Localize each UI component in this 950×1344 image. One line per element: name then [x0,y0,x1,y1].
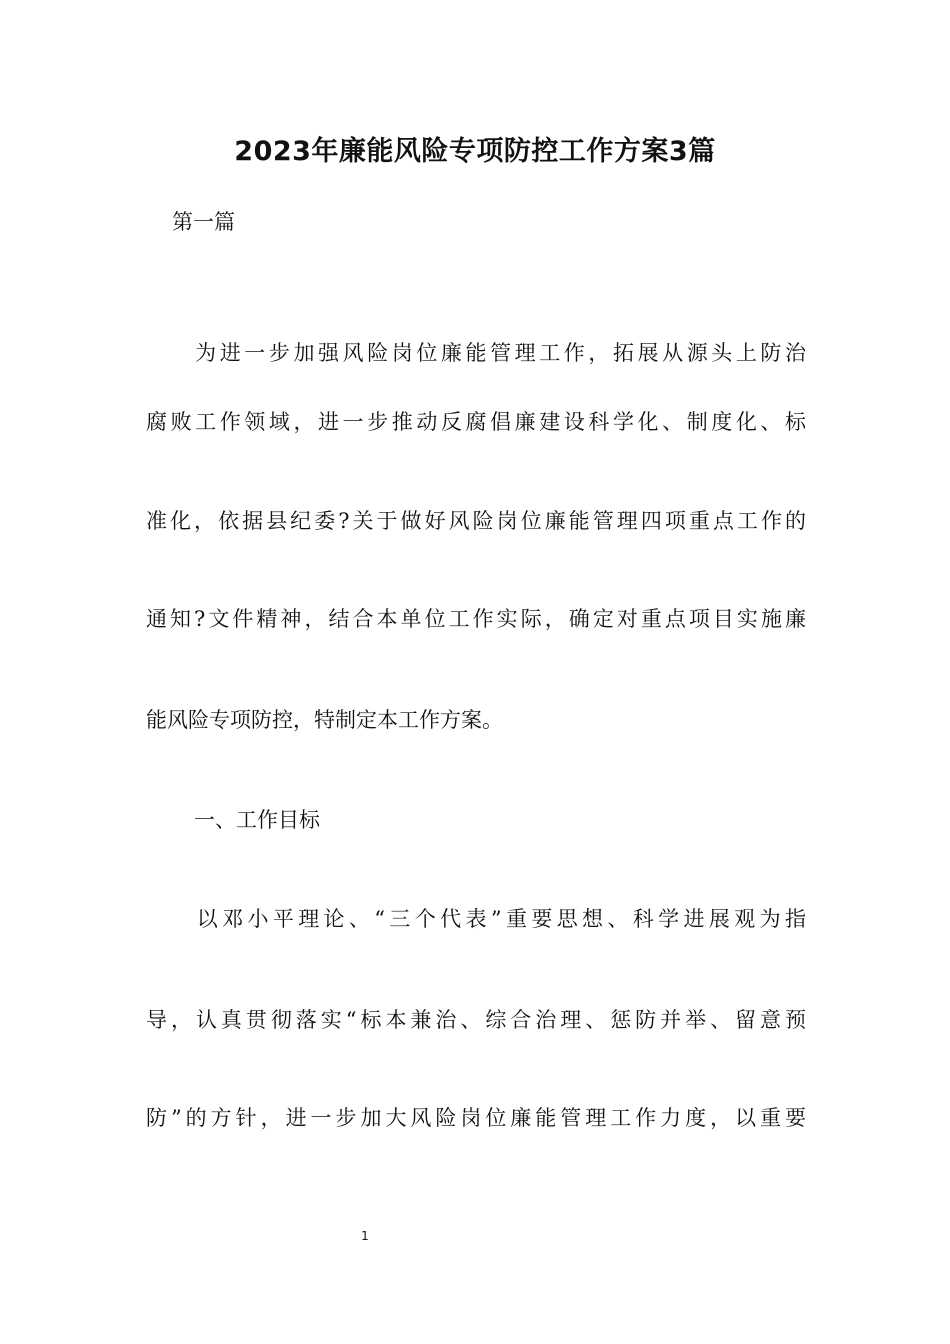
document-title: 2023年廉能风险专项防控工作方案3篇 [234,136,716,167]
section-heading: 一、工作目标 [194,808,320,832]
paragraph-line: 准化，依据县纪委?关于做好风险岗位廉能管理四项重点工作的 [146,509,806,533]
paragraph-line: 为进一步加强风险岗位廉能管理工作，拓展从源头上防治 [146,341,806,365]
paragraph-line: 能风险专项防控，特制定本工作方案。 [146,708,503,732]
paragraph-line: 腐败工作领域，进一步推动反腐倡廉建设科学化、制度化、标 [146,410,806,434]
paragraph-line: 以邓小平理论、“三个代表”重要思想、科学进展观为指 [146,907,806,931]
paragraph-line: 防”的方针，进一步加大风险岗位廉能管理工作力度，以重要 [146,1106,806,1130]
page-number: 1 [361,1229,369,1243]
paragraph-line: 通知?文件精神，结合本单位工作实际，确定对重点项目实施廉 [146,607,806,631]
paragraph-line: 导，认真贯彻落实“标本兼治、综合治理、惩防并举、留意预 [146,1008,806,1032]
section-label: 第一篇 [172,210,235,234]
